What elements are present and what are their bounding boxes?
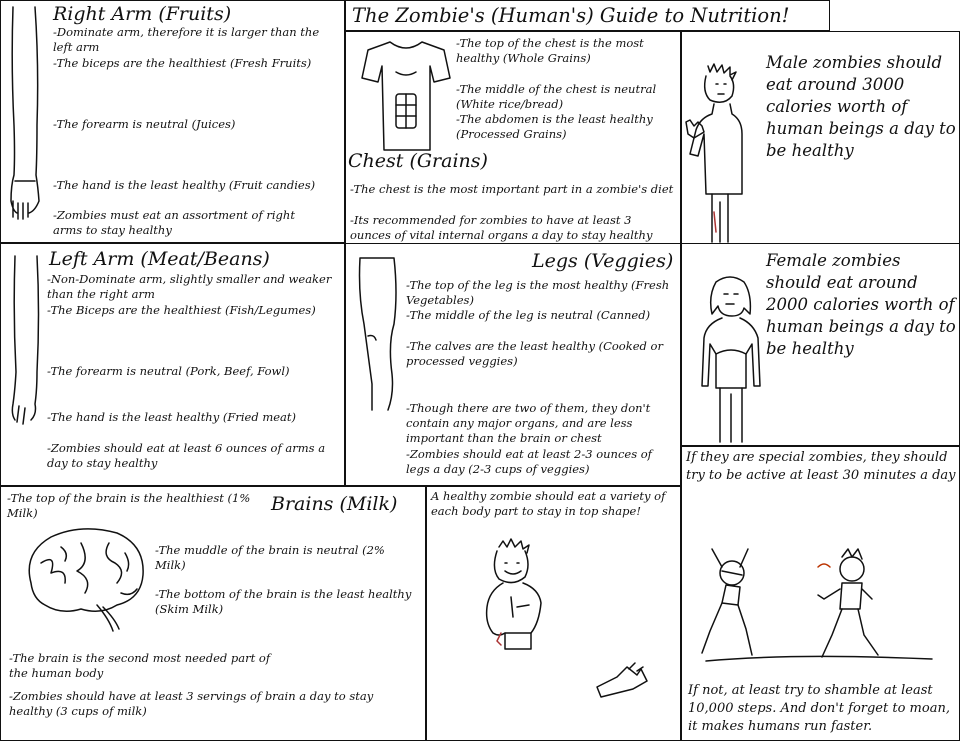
page-title: The Zombie's (Human's) Guide to Nutrition! [352,4,790,27]
left-arm-biceps: -The Biceps are the healthiest (Fish/Legumes) [47,303,316,317]
legs-panel [345,243,681,486]
brains-middle: -The muddle of the brain is neutral (2% Milk) [155,543,385,572]
activity-shamble: If not, at least try to shamble at least 10,000 steps. And don't forget to moan, it makes humans run faster. [688,683,950,734]
activity-panel [681,446,960,741]
shirt-drawing [360,38,452,156]
legs-top: -The top of the leg is the most healthy (Fresh Vegetables) [406,278,670,307]
activity-special: If they are special zombies, they should try to be active at least 30 minutes a day [686,450,956,483]
right-arm-panel [0,0,345,243]
left-arm-panel [0,243,345,486]
legs-heading: Legs (Veggies) [532,250,674,272]
chest-middle: -The middle of the chest is neutral (White rice/bread) [456,82,657,111]
female-zombie-drawing [696,274,766,444]
left-arm-drawing [5,254,49,434]
left-arm-forearm: -The forearm is neutral (Pork, Beef, Fowl) [47,364,290,378]
legs-rule: -Zombies should eat at least 2-3 ounces of legs a day (2-3 cups of veggies) [406,447,652,476]
female-text: Female zombies should eat around 2000 calories worth of human beings a day to be healthy [766,251,956,358]
leg-drawing [354,254,404,414]
chest-abdomen: -The abdomen is the least healthy (Processed Grains) [456,112,653,141]
brains-top: -The top of the brain is the healthiest (1% Milk) [7,491,251,520]
chest-panel [345,31,681,244]
male-zombie-drawing [684,62,754,244]
chest-top: -The top of the chest is the most healthy (Whole Grains) [456,36,644,65]
right-arm-biceps: -The biceps are the healthiest (Fresh Fruits) [53,56,312,70]
left-arm-hand: -The hand is the least healthy (Fried meat) [47,410,297,424]
left-arm-nondominate: -Non-Dominate arm, slightly smaller and weaker than the right arm [47,272,332,301]
right-arm-forearm: -The forearm is neutral (Juices) [53,117,236,131]
legs-middle: -The middle of the leg is neutral (Canned) [406,308,651,322]
variety-text: A healthy zombie should eat a variety of each body part to stay in top shape! [431,489,666,518]
male-panel [681,31,960,244]
running-zombies-drawing [692,543,952,683]
brains-bottom: -The bottom of the brain is the least healthy (Skim Milk) [155,587,412,616]
brains-rule: -Zombies should have at least 3 servings of brain a day to stay healthy (3 cups of milk) [9,689,374,718]
legs-calves: -The calves are the least healthy (Cooked or processed veggies) [406,339,663,368]
right-arm-dominate: -Dominate arm, therefore it is larger than the left arm [53,25,320,54]
brains-second: -The brain is the second most needed part of the human body [9,651,271,680]
left-arm-heading: Left Arm (Meat/Beans) [49,248,270,270]
right-arm-rule: -Zombies must eat an assortment of right arms to stay healthy [53,208,295,237]
right-arm-hand: -The hand is the least healthy (Fruit candies) [53,178,316,192]
title-box [345,0,830,31]
legs-two: -Though there are two of them, they don't contain any major organs, and are less important than the brain or chest [406,401,651,445]
female-panel [681,243,960,446]
chest-heading: Chest (Grains) [348,150,488,172]
male-text: Male zombies should eat around 3000 calories worth of human beings a day to be healthy [766,53,956,160]
brains-panel [0,486,426,741]
right-arm-drawing [5,5,49,225]
brain-drawing [21,523,151,633]
right-arm-heading: Right Arm (Fruits) [53,3,232,25]
brains-heading: Brains (Milk) [271,493,398,515]
zombie-variety-drawing [477,537,667,712]
chest-important: -The chest is the most important part in a zombie's diet [350,182,674,196]
left-arm-rule: -Zombies should eat at least 6 ounces of arms a day to stay healthy [47,441,326,470]
variety-panel [426,486,681,741]
chest-recommend: -Its recommended for zombies to have at least 3 ounces of vital internal organs a day to stay healthy [350,213,653,242]
